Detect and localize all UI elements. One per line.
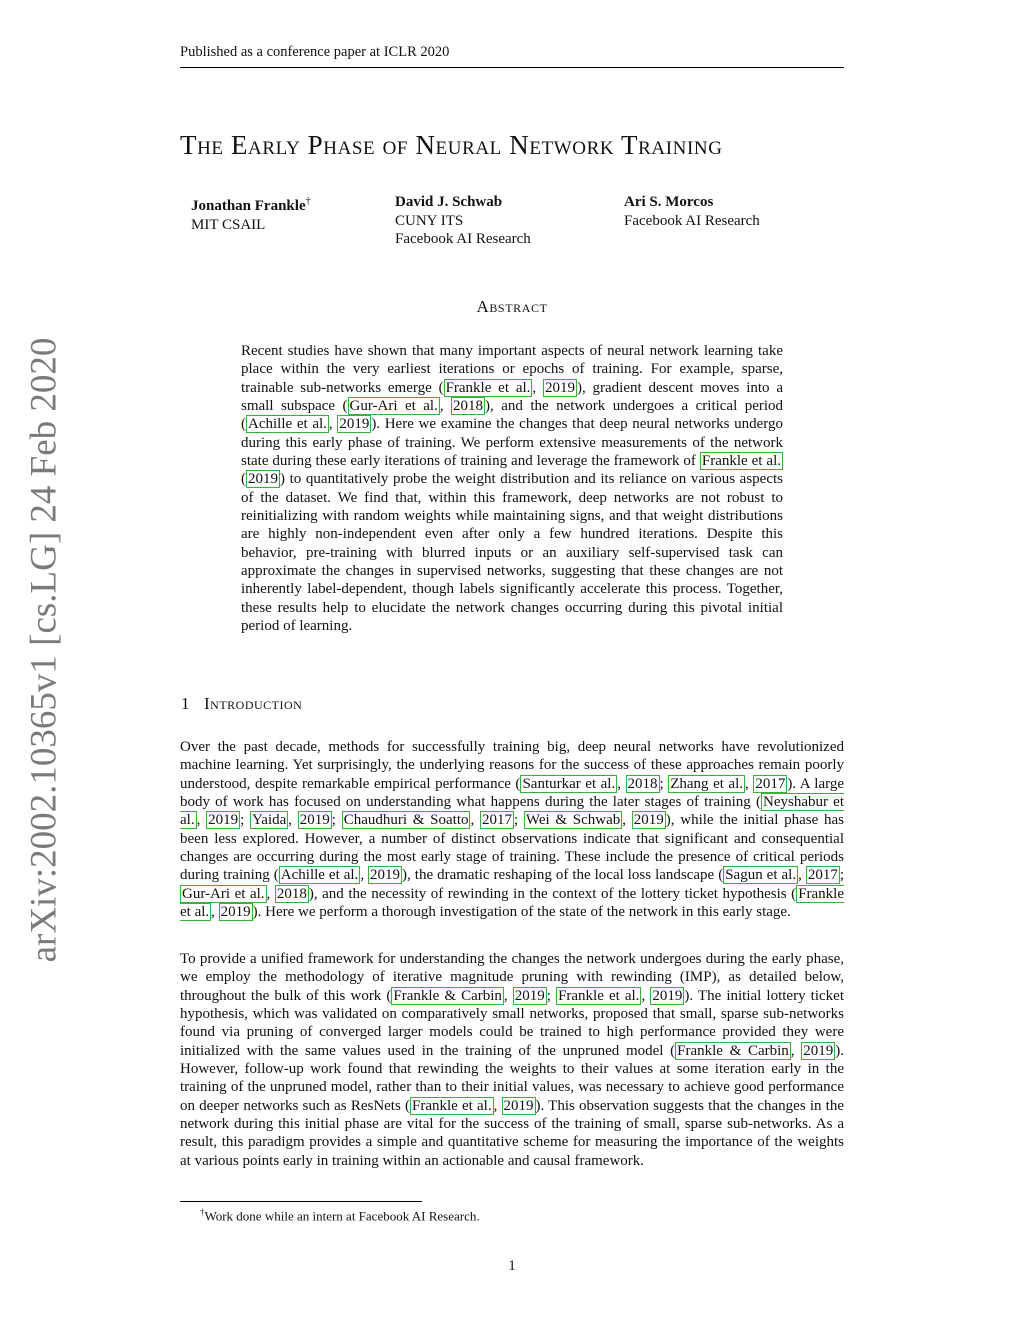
citation-link[interactable]: Gur-Ari et al. [182, 885, 265, 902]
citation-link[interactable]: Zhang et al. [670, 775, 744, 792]
author-name: Jonathan Frankle [191, 198, 306, 214]
citation-link[interactable]: Frankle et al. [701, 453, 781, 470]
citation-link[interactable]: Frankle & Carbin [393, 987, 502, 1004]
abstract-body: Recent studies have shown that many important aspects of neural network learning take place within the very earliest iterations or epochs of training. For example, sparse, trainable sub-networks emerge ( Frankle et al. , 2019 ), gradient descent moves into a small subspace ( Gur-Ari et al. , 2018 ), and the network undergoes a critical period ( Achille et al. , 2019 ). Here we examine the changes that deep neural networks undergo during this early phase of training. We perform extensive measurements of the network state during these early iterations of training and leverage the framework of Frankle et al. ( 2019 ) to quantitatively probe the weight distribution and its reliance on various aspects of the dataset. We find that, within this framework, deep networks are not robust to reinitializing with random weights while maintaining signs, and that weight distributions are highly non-independent even after only a few hundred iterations. Despite this behavior, pre-training with blurred inputs or an auxiliary self-supervised task can approximate the changes in supervised networks, suggesting that these changes are not inherently label-dependent, though labels significantly accelerate this process. Together, these results help to elucidate the network changes occurring during this pivotal initial period of learning. [241, 343, 784, 635]
citation-link[interactable]: Neyshabur et al. [180, 794, 844, 829]
author-name: Ari S. Morcos [624, 194, 714, 210]
author-1 [191, 193, 311, 234]
citation-link[interactable]: 2019 [544, 379, 575, 396]
intro-paragraph-2: To provide a unified framework for understanding the changes the network undergoes during the early phase, we employ the methodology of iterative magnitude pruning with rewinding (IMP), as detailed below, throughout the bulk of this work ( Frankle & Carbin , 2019 ; Frankle et al. , 2019 ). The initial lottery ticket hypothesis, which was validated on comparatively small networks, proposed that small, sparse sub-networks found via pruning of converged larger models could be trained to high performance provided they were initialized with the same values used in the training of the unpruned model ( Frankle & Carbin , 2019 ). However, follow-up work found that rewinding the weights to their values at some iteration early in the training of the unpruned model, rather than to their initial values, was necessary to achieve good performance on deeper networks such as ResNets ( Frankle et al. , 2019 ). This observation suggests that the changes in the network during this initial phase are vital for the success of the training of small, sparse sub-networks. As a result, this paradigm provides a simple and quantitative scheme for measuring the importance of the weights at various points early in training within an actionable and causal framework. [180, 951, 844, 1169]
citation-link[interactable]: Achille et al. [280, 867, 359, 884]
citation-link[interactable]: Gur-Ari et al. [349, 398, 438, 415]
intro-paragraph-1: Over the past decade, methods for successfully training big, deep neural networks have revolutionized machine learning. Yet surprisingly, the underlying reasons for the success of these approaches remain poorly understood, despite remarkable empirical performance ( Santurkar et al. , 2018 ; Zhang et al. , 2017 ). A large body of work has focused on understanding what happens during the later stages of training ( Neyshabur et al. , 2019 ; Yaida , 2019 ; Chaudhuri & Soatto , 2017 ; Wei & Schwab , 2019 ), while the initial phase has been less explored. However, a number of distinct observations indicate that significant and consequential changes are occurring during the most early stage of training. These include the presence of critical periods during training ( Achille et al. , 2019 ), the dramatic reshaping of the local loss landscape ( Sagun et al. , 2017 ; Gur-Ari et al. , 2018 ), and the necessity of rewinding in the context of the lottery ticket hypothesis ( Frankle et al. , 2019 ). Here we perform a thorough investigation of the state of the network in this early stage. [180, 739, 845, 921]
citation-link[interactable]: Frankle et al. [180, 885, 845, 921]
footnote [200, 1207, 480, 1224]
author-affiliation: Facebook AI Research [624, 212, 760, 229]
citation-link[interactable]: 2019 [339, 416, 370, 433]
author-footnote-mark: † [305, 196, 311, 207]
citation-link[interactable]: Frankle et al. [412, 1097, 492, 1114]
citation-link[interactable]: Yaida [251, 812, 287, 829]
citation-link[interactable]: Frankle & Carbin [677, 1042, 789, 1059]
citation-link[interactable]: 2018 [627, 775, 658, 792]
citation-link[interactable]: 2019 [208, 812, 239, 829]
section-title: Introduction [204, 694, 303, 713]
citation-link[interactable]: 2018 [453, 398, 484, 415]
author-affiliation: Facebook AI Research [395, 231, 531, 247]
abstract-heading: Abstract [476, 297, 548, 316]
author-3 [624, 193, 760, 230]
citation-link[interactable]: 2017 [807, 867, 838, 884]
citation-link[interactable]: 2019 [248, 471, 278, 488]
conference-header: Published as a conference paper at ICLR 2020 [180, 44, 844, 68]
citation-link[interactable]: 2019 [220, 904, 251, 921]
footnote-text: Work done while an intern at Facebook AI Research. [204, 1208, 480, 1224]
citation-link[interactable]: Achille et al. [248, 416, 327, 433]
page-number: 1 [508, 1258, 516, 1274]
citation-link[interactable]: 2019 [652, 987, 683, 1004]
paper-title: The Early Phase of Neural Network Training [180, 130, 723, 160]
author-affiliation: MIT CSAIL [191, 216, 266, 233]
citation-link[interactable]: 2019 [299, 812, 330, 829]
section-heading [181, 694, 302, 714]
footnote-rule [180, 1201, 422, 1202]
citation-link[interactable]: 2019 [633, 812, 664, 829]
footnote-mark: † [200, 1207, 205, 1217]
author-affiliation: CUNY ITS [395, 212, 464, 229]
citation-link[interactable]: Frankle et al. [445, 379, 531, 396]
arxiv-stamp: arXiv:2002.10365v1 [cs.LG] 24 Feb 2020 [23, 337, 65, 963]
citation-link[interactable]: 2017 [755, 775, 786, 792]
author-name: David J. Schwab [395, 194, 503, 210]
citation-link[interactable]: 2019 [803, 1042, 834, 1059]
citation-link[interactable]: Chaudhuri & Soatto [343, 812, 469, 829]
citation-link[interactable]: Sagun et al. [725, 867, 797, 884]
citation-link[interactable]: 2019 [503, 1097, 534, 1114]
citation-link[interactable]: 2017 [481, 812, 512, 829]
citation-link[interactable]: 2019 [514, 987, 545, 1004]
author-2 [395, 193, 531, 249]
section-number: 1 [181, 694, 190, 713]
citation-link[interactable]: Frankle et al. [558, 987, 640, 1004]
citation-link[interactable]: 2019 [370, 867, 401, 884]
citation-link[interactable]: Wei & Schwab [525, 812, 621, 829]
citation-link[interactable]: Santurkar et al. [522, 775, 616, 792]
citation-link[interactable]: 2018 [276, 885, 307, 902]
